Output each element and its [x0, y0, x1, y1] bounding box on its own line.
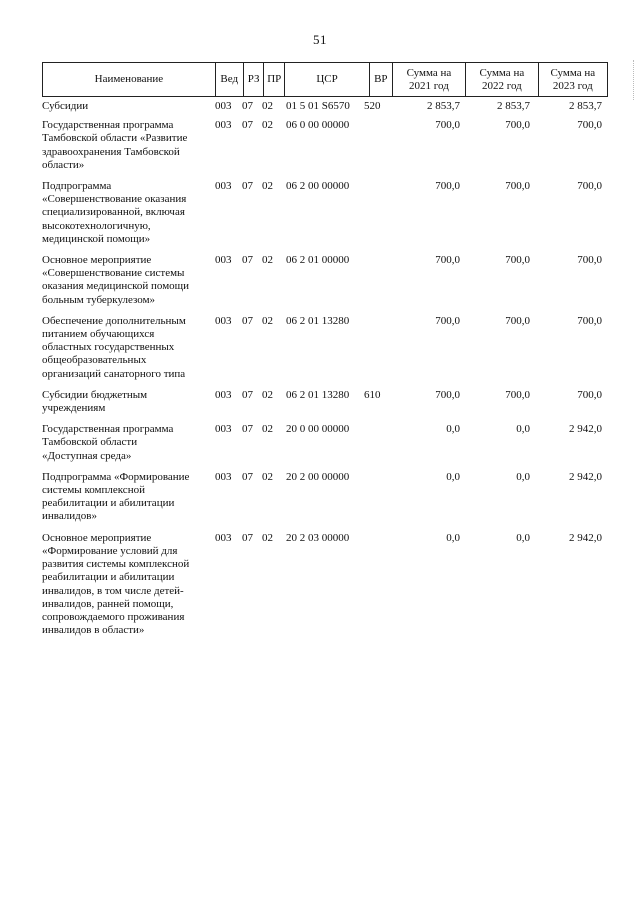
row-ved: 003	[215, 119, 232, 132]
row-rz: 07	[242, 423, 253, 436]
row-pr: 02	[262, 388, 273, 401]
row-csr: 06 2 01 13280	[286, 388, 350, 401]
row-sum-2021: 2 853,7	[427, 100, 460, 112]
row-ved: 003	[215, 423, 232, 436]
row-pr: 02	[262, 314, 273, 327]
table-body	[42, 100, 608, 645]
row-sum-2022: 2 853,7	[497, 100, 530, 112]
row-rz: 07	[242, 100, 253, 112]
row-name: Подпрограмма «Совершенствование оказания специализированной, включая высокотехнологичную, медицинской помощи»	[42, 180, 187, 245]
row-csr: 01 5 01 S6570	[286, 100, 350, 112]
row-sum-2023: 700,0	[577, 119, 602, 132]
row-sum-2023: 700,0	[577, 180, 602, 193]
row-rz: 07	[242, 470, 253, 483]
row-name: Подпрограмма «Формирование системы комплексной реабилитации и абилитации инвалидов»	[42, 470, 190, 523]
row-sum-2023: 2 942,0	[569, 470, 602, 483]
row-rz: 07	[242, 180, 253, 193]
column-header-name: Наименование	[43, 63, 216, 97]
row-name: Государственная программа Тамбовской области «Развитие здравоохранения Тамбовской области»	[42, 119, 188, 171]
column-header-vr: ВР	[369, 63, 392, 97]
row-pr: 02	[262, 119, 273, 132]
row-pr: 02	[262, 100, 273, 112]
row-sum-2022: 700,0	[505, 119, 530, 132]
column-header-sum-2023: Сумма на 2023 год	[538, 63, 607, 97]
row-rz: 07	[242, 388, 253, 401]
row-sum-2023: 700,0	[577, 254, 602, 267]
table-row	[42, 180, 608, 246]
table-row	[42, 315, 608, 381]
row-csr: 20 2 00 00000	[286, 470, 350, 483]
row-sum-2021: 0,0	[446, 423, 460, 436]
page-number: 51	[313, 32, 327, 47]
row-csr: 06 2 00 00000	[286, 180, 350, 193]
row-rz: 07	[242, 119, 253, 132]
column-header-csr: ЦСР	[285, 63, 370, 97]
table-row	[42, 389, 608, 415]
row-pr: 02	[262, 254, 273, 267]
table-row	[42, 471, 608, 524]
row-sum-2021: 700,0	[435, 180, 460, 193]
row-sum-2022: 700,0	[505, 180, 530, 193]
row-csr: 06 0 00 00000	[286, 119, 350, 132]
row-ved: 003	[215, 180, 232, 193]
row-sum-2022: 0,0	[516, 423, 530, 436]
row-ved: 003	[215, 100, 232, 112]
table-row	[42, 532, 608, 638]
row-name: Субсидии бюджетным учреждениям	[42, 388, 148, 415]
row-ved: 003	[215, 388, 232, 401]
row-sum-2021: 700,0	[435, 254, 460, 267]
row-name: Обеспечение дополнительным питанием обучающихся областных государственных общеобразовательных организаций санаторного типа	[42, 314, 186, 380]
row-pr: 02	[262, 180, 273, 193]
row-sum-2021: 700,0	[435, 314, 460, 327]
column-header-sum-2021: Сумма на 2021 год	[392, 63, 465, 97]
row-name: Основное мероприятие «Формирование условий для развития системы комплексной реабилитации и абилитации инвалидов, в том числе детей- инвалидов, ранней помощи, сопровождаемого проживания инвалидов в области»	[42, 531, 190, 637]
margin-mark	[633, 60, 638, 100]
row-sum-2022: 700,0	[505, 254, 530, 267]
row-sum-2023: 700,0	[577, 314, 602, 327]
column-header-ved: Вед	[215, 63, 243, 97]
row-sum-2023: 2 853,7	[569, 100, 602, 112]
row-sum-2022: 700,0	[505, 388, 530, 401]
row-name: Основное мероприятие «Совершенствование системы оказания медицинской помощи больным туберкулезом»	[42, 254, 190, 306]
row-pr: 02	[262, 531, 273, 544]
row-sum-2022: 0,0	[516, 470, 530, 483]
row-sum-2021: 0,0	[446, 531, 460, 544]
row-sum-2023: 700,0	[577, 388, 602, 401]
row-vr: 520	[364, 100, 381, 112]
column-header-pr: ПР	[264, 63, 285, 97]
row-rz: 07	[242, 254, 253, 267]
row-ved: 003	[215, 531, 232, 544]
row-sum-2022: 700,0	[505, 314, 530, 327]
row-sum-2022: 0,0	[516, 531, 530, 544]
row-vr: 610	[364, 388, 381, 401]
row-sum-2021: 700,0	[435, 119, 460, 132]
row-rz: 07	[242, 531, 253, 544]
row-csr: 06 2 01 13280	[286, 314, 350, 327]
row-sum-2023: 2 942,0	[569, 423, 602, 436]
row-csr: 20 2 03 00000	[286, 531, 350, 544]
row-pr: 02	[262, 423, 273, 436]
table-row	[42, 119, 608, 172]
table-header	[42, 62, 608, 97]
row-pr: 02	[262, 470, 273, 483]
column-header-sum-2022: Сумма на 2022 год	[466, 63, 538, 97]
table-row	[42, 423, 608, 463]
row-name: Государственная программа Тамбовской области «Доступная среда»	[42, 423, 174, 462]
row-ved: 003	[215, 470, 232, 483]
column-header-rz: РЗ	[243, 63, 264, 97]
row-sum-2023: 2 942,0	[569, 531, 602, 544]
row-csr: 20 0 00 00000	[286, 423, 350, 436]
row-rz: 07	[242, 314, 253, 327]
table-row	[42, 100, 608, 113]
row-csr: 06 2 01 00000	[286, 254, 350, 267]
row-sum-2021: 700,0	[435, 388, 460, 401]
row-sum-2021: 0,0	[446, 470, 460, 483]
table-row	[42, 254, 608, 307]
row-name: Субсидии	[42, 100, 89, 112]
row-ved: 003	[215, 314, 232, 327]
row-ved: 003	[215, 254, 232, 267]
